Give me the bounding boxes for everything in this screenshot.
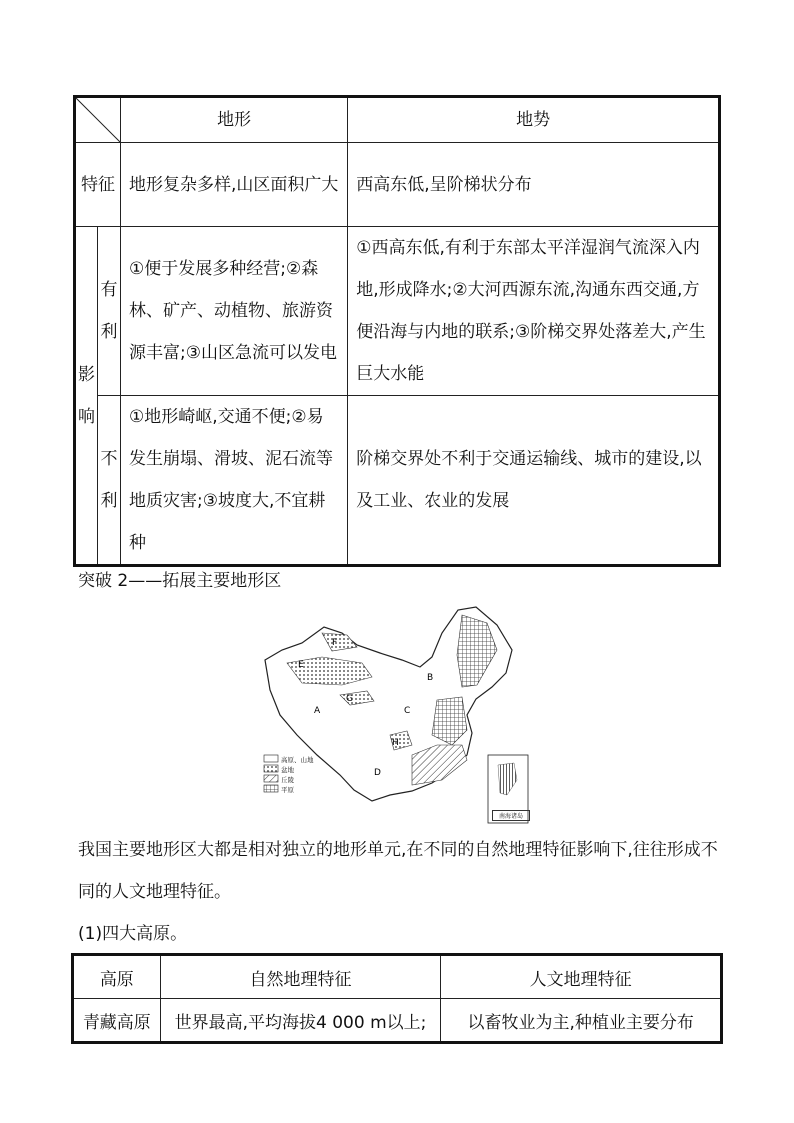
section-title: 突破 2——拓展主要地形区 bbox=[78, 571, 282, 591]
favorable-slope: ①西高东低,有利于东部太平洋湿润气流深入内地,形成降水;②大河西源东流,沟通东西交通,方便沿海与内地的联系;③阶梯交界处落差大,产生巨大水能 bbox=[348, 227, 720, 396]
map-label-g: G bbox=[346, 694, 353, 704]
paragraph: 我国主要地形区大都是相对独立的地形单元,在不同的自然地理特征影响下,往往形成不同的人文地理特征。 bbox=[78, 840, 718, 902]
favorable-terrain: ①便于发展多种经营;②森林、矿产、动植物、旅游资源丰富;③山区急流可以发电 bbox=[121, 227, 348, 396]
t2-cell-natural: 世界最高,平均海拔4 000 m以上; bbox=[160, 999, 441, 1043]
map-label-c: C bbox=[404, 706, 411, 716]
map-label-d: D bbox=[374, 768, 381, 778]
diagonal-header-cell bbox=[75, 97, 121, 143]
legend-labels bbox=[281, 755, 314, 795]
header-terrain: 地形 bbox=[121, 97, 348, 143]
map-label-f: F bbox=[332, 638, 338, 648]
map-legend bbox=[264, 755, 278, 792]
favorable-label-text: 有利 bbox=[100, 280, 118, 342]
favorable-label bbox=[98, 227, 121, 396]
plateau-table bbox=[71, 953, 723, 1044]
legend-basin: 盆地 bbox=[281, 766, 294, 774]
unfavorable-slope: 阶梯交界处不利于交通运输线、城市的建设,以及工业、农业的发展 bbox=[348, 396, 720, 566]
impact-label bbox=[75, 227, 98, 566]
inset-label: 南海诸岛 bbox=[492, 810, 530, 821]
t2-header-plateau: 高原 bbox=[73, 955, 161, 999]
row-label-feature: 特征 bbox=[75, 143, 121, 227]
header-slope: 地势 bbox=[348, 97, 720, 143]
map-label-h: H bbox=[392, 738, 399, 748]
t2-cell-human: 以畜牧业为主,种植业主要分布 bbox=[441, 999, 722, 1043]
map-label-a: A bbox=[314, 706, 321, 716]
map-label-b: B bbox=[427, 673, 434, 683]
feature-terrain: 地形复杂多样,山区面积广大 bbox=[121, 143, 348, 227]
map-label-e: E bbox=[298, 660, 304, 670]
subheading: (1)四大高原。 bbox=[78, 924, 188, 944]
t2-cell-name: 青藏高原 bbox=[73, 999, 161, 1043]
legend-plateau: 高原、山地 bbox=[281, 756, 314, 764]
unfavorable-label bbox=[98, 396, 121, 566]
terrain-table bbox=[73, 95, 721, 567]
t2-header-natural: 自然地理特征 bbox=[160, 955, 441, 999]
t2-header-human: 人文地理特征 bbox=[441, 955, 722, 999]
impact-label-text: 影响 bbox=[78, 364, 95, 427]
unfavorable-label-text: 不利 bbox=[100, 449, 118, 511]
legend-plain: 平原 bbox=[281, 786, 294, 794]
legend-hills: 丘陵 bbox=[281, 776, 294, 784]
feature-slope: 西高东低,呈阶梯状分布 bbox=[348, 143, 720, 227]
unfavorable-terrain: ①地形崎岖,交通不便;②易发生崩塌、滑坡、泥石流等地质灾害;③坡度大,不宜耕种 bbox=[121, 396, 348, 566]
